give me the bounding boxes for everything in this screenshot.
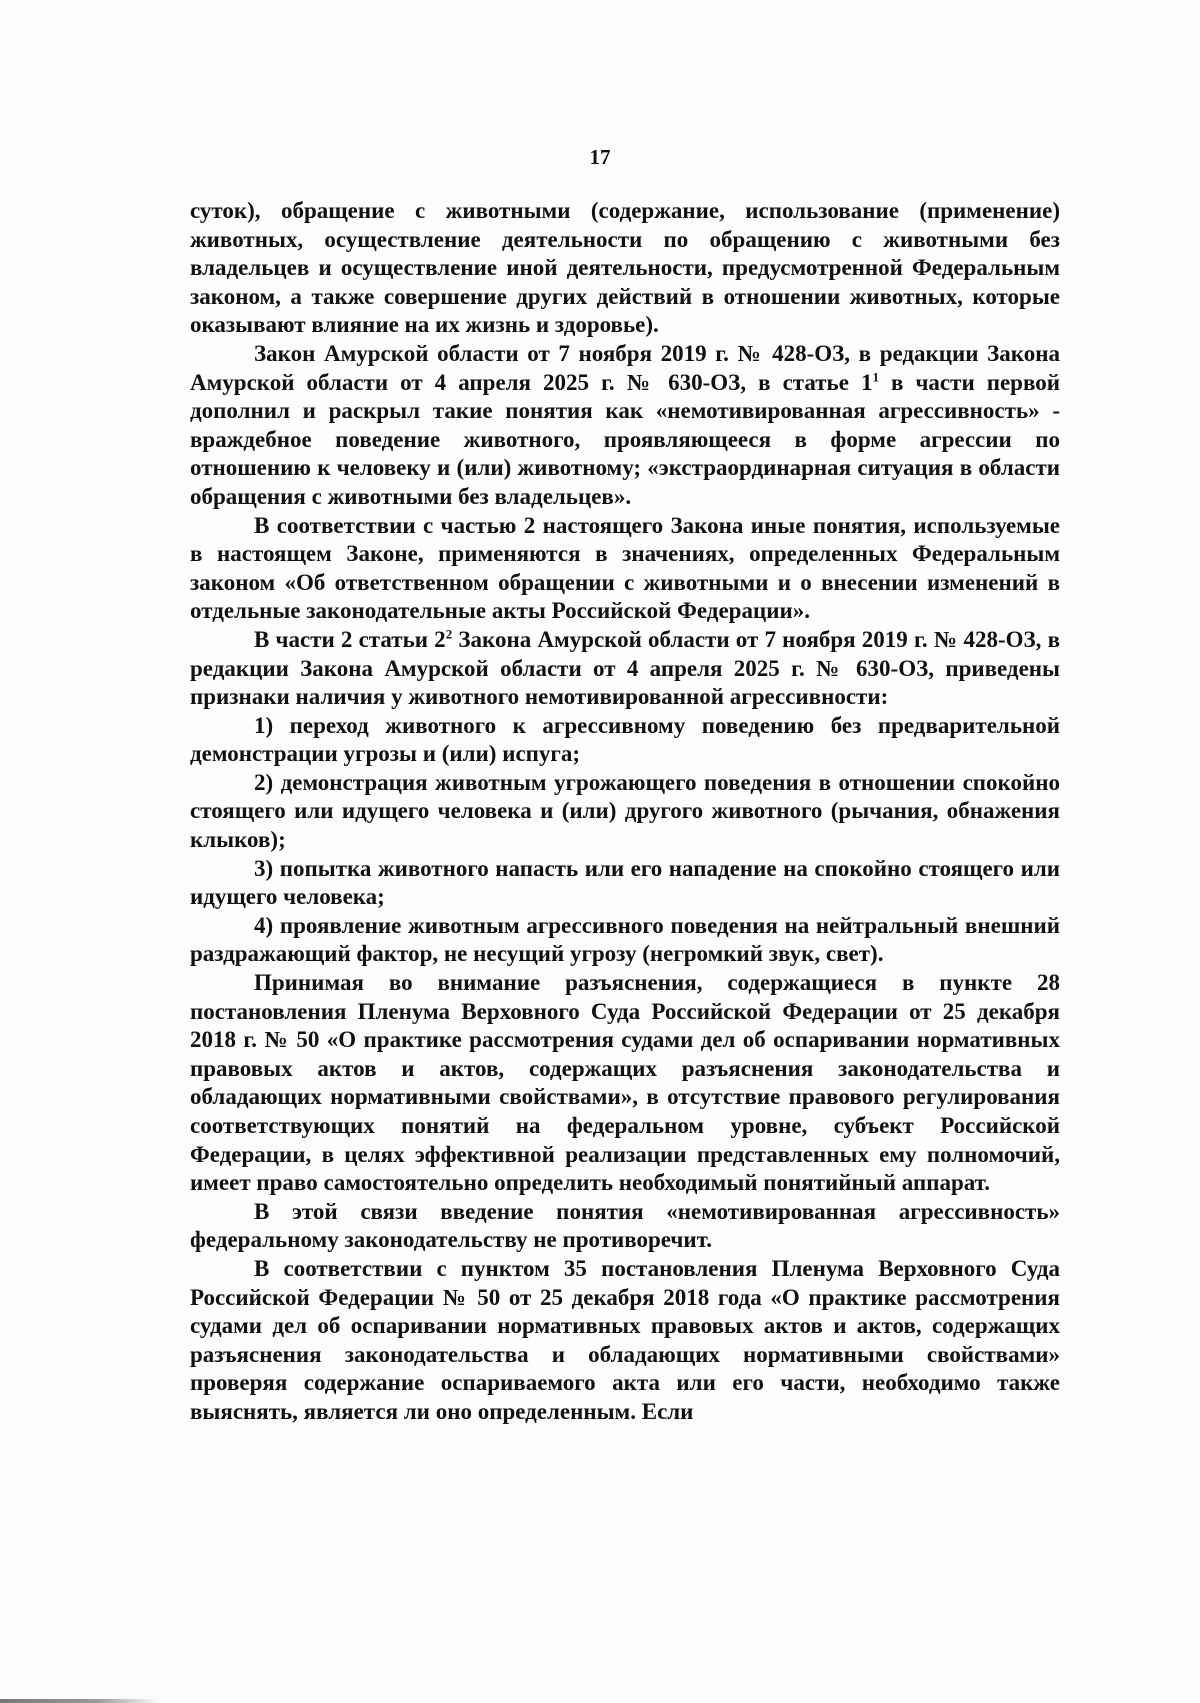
paragraph-text: Закона Амурской области от 7 ноября 2019 г. № 428-ОЗ, в редакции Закона Амурской области от 4 апреля 2025 г. № 630-ОЗ, приведены признаки наличия у животного немотивированной агрессивности: — [190, 626, 1061, 710]
list-item: 3) попытка животного напасть или его нападение на спокойно стоящего или идущего человека; — [190, 855, 1060, 910]
list-item: 1) переход животного к агрессивному поведению без предварительной демонстрации угрозы и (или) испуга; — [190, 712, 1060, 767]
paragraph — [190, 340, 1060, 512]
page-number: 17 — [589, 145, 611, 169]
paragraph: суток), обращение с животными (содержание, использование (применение) животных, осуществление деятельности по обращению с животными без владельцев и осуществление иной деятельности, предусмотренной Федеральным законом, а также совершение других действий в отношении животных, которые оказывают влияние на их жизнь и здоровье). — [190, 198, 1060, 338]
document-body — [190, 197, 1060, 1427]
list-item: 2) демонстрация животным угрожающего поведения в отношении спокойно стоящего или идущего человека и (или) другого животного (рычания, обнажения клыков); — [190, 769, 1060, 853]
paragraph: Принимая во внимание разъяснения, содержащиеся в пункте 28 постановления Пленума Верховного Суда Российской Федерации от 25 декабря 2018 г. № 50 «О практике рассмотрения судами дел об оспаривании нормативных правовых актов и актов, содержащих разъяснения законодательства и обладающих нормативными свойствами», в отсутствие правового регулирования соответствующих понятий на федеральном уровне, субъект Российской Федерации, в целях эффективной реализации представленных ему полномочий, имеет право самостоятельно определить необходимый понятийный аппарат. — [190, 970, 1060, 1196]
paragraph-text: В части 2 статьи 2 — [254, 626, 446, 652]
paragraph: В этой связи введение понятия «немотивированная агрессивность» федеральному законодательству не противоречит. — [190, 1198, 1060, 1253]
superscript: 2 — [445, 626, 453, 642]
superscript: 1 — [872, 368, 879, 384]
paragraph — [190, 626, 1060, 712]
paragraph-text: Закон Амурской области от 7 ноября 2019 г. № 428-ОЗ, в редакции Закона Амурской области от 4 апреля 2025 г. № 630-ОЗ, в статье 1 — [190, 340, 1060, 395]
paragraph-text: в части первой дополнил и раскрыл такие понятия как «немотивированная агрессивность» - враждебное поведение животного, проявляющееся в форме агрессии по отношению к человеку и (или) животному; «экстраординарная ситуация в области обращения с животными без владельцев». — [190, 369, 1060, 509]
paragraph: В соответствии с пунктом 35 постановления Пленума Верховного Суда Российской Федерации № 50 от 25 декабря 2018 года «О практике рассмотрения судами дел об оспаривании нормативных правовых актов и актов, содержащих разъяснения законодательства и обладающих нормативными свойствами» проверяя содержание оспариваемого акта или его части, необходимо также выяснять, является ли оно определенным. Если — [190, 1255, 1060, 1424]
paragraph: В соответствии с частью 2 настоящего Закона иные понятия, используемые в настоящем Законе, применяются в значениях, определенных Федеральным законом «Об ответственном обращении с животными и о внесении изменений в отдельные законодательные акты Российской Федерации». — [190, 512, 1060, 624]
list-item: 4) проявление животным агрессивного поведения на нейтральный внешний раздражающий фактор, не несущий угрозу (негромкий звук, свет). — [190, 912, 1060, 967]
scan-edge-mark — [0, 1699, 160, 1703]
